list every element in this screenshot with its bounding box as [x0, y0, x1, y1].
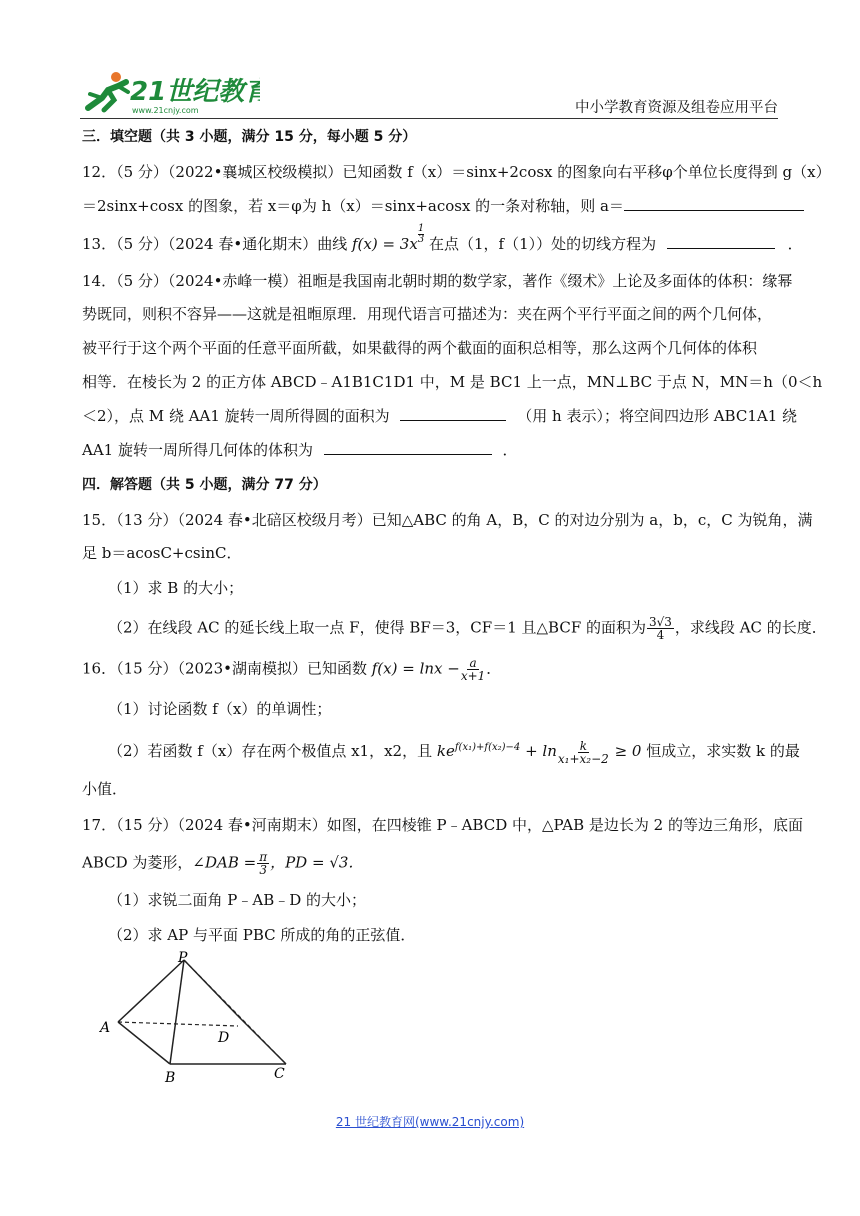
svg-text:21世纪教育: 21世纪教育: [130, 77, 260, 107]
q17-angle-fraction: $\frac{\pi}{3}$: [259, 850, 268, 877]
q16-formula: f(x) = lnx −: [371, 659, 460, 678]
q12-answer-blank[interactable]: [624, 196, 804, 211]
q15-part-2: （2）在线段 AC 的延长线上取一点 F，使得 BF＝3，CF＝1 且△BCF 的面积为 $\frac{3√3}{4}$ ，求线段 AC 的长度．: [108, 615, 827, 642]
page-footer: [0, 1113, 860, 1130]
label-b: B: [165, 1070, 176, 1084]
edge-ab: [118, 1022, 170, 1064]
q16-fraction: $\frac{a}{x+1}$: [460, 656, 486, 683]
q17-part-2: （2）求 AP 与平面 PBC 所成的角的正弦值．: [108, 926, 416, 944]
edge-pb: [170, 960, 184, 1064]
q14-answer-blank-2[interactable]: [324, 440, 492, 455]
edge-ad: [118, 1022, 238, 1026]
label-c: C: [274, 1066, 285, 1082]
q12-line-1: 12．（5 分）（2022•襄城区校级模拟）已知函数 f（x）＝sinx+2cosx 的图象向右平移φ个单位长度得到 g（x）: [82, 163, 831, 181]
platform-name: 中小学教育资源及组卷应用平台: [575, 100, 778, 116]
q14-line-1: 14．（5 分）（2024•赤峰一模）祖暅是我国南北朝时期的数学家，著作《缀术》上论及多面体的体积：缘幂: [82, 272, 793, 290]
footer-link[interactable]: 21 世纪教育网(www.21cnjy.com): [335, 1115, 525, 1129]
q12-line-2: ＝2sinx+cosx 的图象，若 x＝φ为 h（x）＝sinx+acosx 的一条对称轴，则 a＝: [82, 196, 778, 216]
q14-answer-blank-1[interactable]: [400, 406, 506, 421]
q13-answer-blank[interactable]: [667, 234, 775, 249]
q16-part-2-cont: 小值．: [82, 780, 128, 798]
q15-line-2: 足 b＝acosC+csinC．: [82, 544, 242, 562]
site-logo: [80, 70, 260, 116]
q14-line-3: 被平行于这个两个平面的任意平面所截，如果截得的两个截面的面积总相等，那么这两个几何体的体积: [82, 339, 758, 357]
q16-part-1: （1）讨论函数 f（x）的单调性；: [108, 700, 332, 718]
q16-part-2: （2）若函数 f（x）存在两个极值点 x1，x2，且 $ke^{f(x_1)+f(x_2)-4} + \ln$ $\frac{k}{\text{x₁+x₂−2}}$ ≥ 0 恒成立，求实数 k 的最: [108, 738, 800, 766]
q14-line-4: 相等．在棱长为 2 的正方体 ABCD﹣A1B1C1D1 中，M 是 BC1 上一点，MN⊥BC 于点 N，MN＝h（0＜h: [82, 373, 823, 391]
q15-part-1: （1）求 B 的大小；: [108, 579, 244, 597]
q15-area-fraction: $\frac{3√3}{4}$: [649, 615, 672, 642]
label-d: D: [218, 1030, 230, 1046]
section-solution-title: 四．解答题（共 5 小题，满分 77 分）: [82, 477, 327, 493]
edge-pa: [118, 960, 184, 1022]
q15-line-1: 15．（13 分）（2024 春•北碚区校级月考）已知△ABC 的角 A，B，C 的对边分别为 a，b，c，C 为锐角，满: [82, 511, 813, 529]
q14-line-2: 势既同，则积不容异——这就是祖暅原理．用现代语言可描述为：夹在两个平行平面之间的两个几何体，: [82, 305, 773, 323]
q13-formula: f(x) = 3x $^{\frac{1}{3}}$: [351, 223, 425, 253]
label-p: P: [178, 950, 188, 966]
q17-part-1: （1）求锐二面角 P﹣AB﹣D 的大小；: [108, 891, 367, 909]
header-divider: [80, 118, 778, 119]
q14-line-6: AA1 旋转一周所得几何体的体积为 ．: [82, 441, 518, 459]
runner-icon: [88, 72, 128, 110]
svg-text:www.21cnjy.com: www.21cnjy.com: [132, 106, 199, 115]
q16-inequality: $ke^{f(x_1)+f(x_2)-4} + \ln$ $\frac{k}{\text{x₁+x₂−2}}$ ≥ 0: [436, 738, 642, 766]
q13-line: 13．（5 分）（2024 春•通化期末）曲线 f(x) = 3x $^{\frac{1}{3}}$ 在点（1，f（1））处的切线方程为 ．: [82, 223, 803, 253]
q14-line-5: ＜2），点 M 绕 AA1 旋转一周所得圆的面积为 （用 h 表示）；将空间四边形 ABC1A1 绕: [82, 407, 798, 425]
pyramid-figure: [98, 950, 294, 1084]
label-a: A: [100, 1020, 111, 1036]
section-fill-in-title: 三．填空题（共 3 小题，满分 15 分，每小题 5 分）: [82, 129, 417, 145]
q16-line-1: 16．（15 分）（2023•湖南模拟）已知函数 f(x) = lnx − $\frac{a}{x+1}$ ．: [82, 656, 502, 683]
q17-line-1: 17．（15 分）（2024 春•河南期末）如图，在四棱锥 P﹣ABCD 中，△PAB 是边长为 2 的等边三角形，底面: [82, 816, 803, 834]
q17-line-2: ABCD 为菱形，∠DAB = $\frac{\pi}{3}$ ，PD = √3．: [82, 850, 364, 877]
